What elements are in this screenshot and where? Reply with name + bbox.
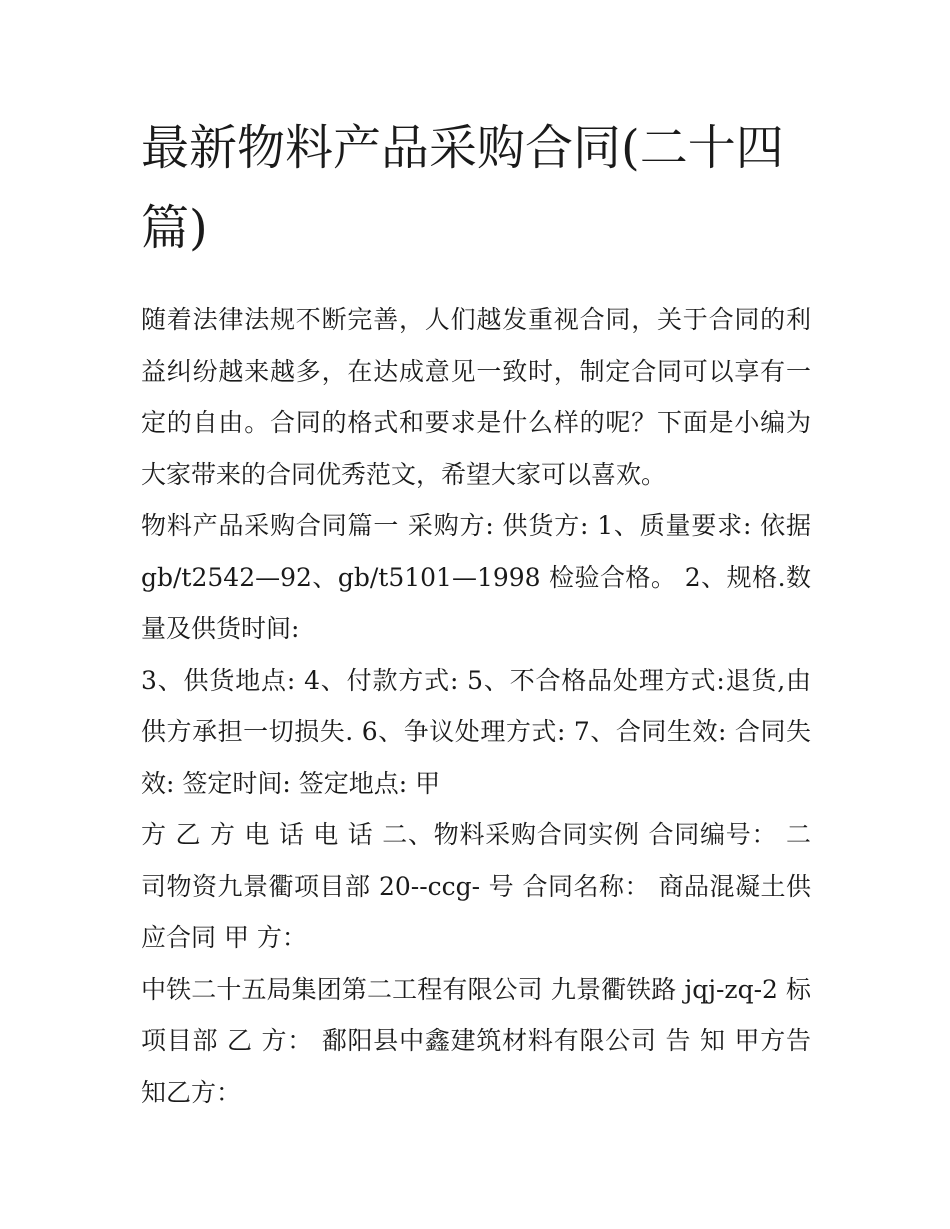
paragraph-terms: 3、供货地点: 4、付款方式: 5、不合格品处理方式:退货,由供方承担一切损失. 6、争议处理方式: 7、合同生效: 合同失效: 签定时间: 签定地点: 甲: [141, 665, 812, 798]
paragraph-contract-two: 方 乙 方 电 话 电 话 二、物料采购合同实例 合同编号： 二司物资九景衢项目部 20--ccg- 号 合同名称： 商品混凝土供应合同 甲 方：: [141, 820, 811, 952]
document-body: [141, 108, 811, 1118]
paragraph-contract-one: 物料产品采购合同篇一 采购方: 供货方: 1、质量要求: 依据 gb/t2542—92、gb/t5101—1998 检验合格。 2、规格.数量及供货时间:: [141, 511, 811, 643]
paragraph-intro: 随着法律法规不断完善，人们越发重视合同，关于合同的利益纠纷越来越多，在达成意见一致时，制定合同可以享有一定的自由。合同的格式和要求是什么样的呢？下面是小编为大家带来的合同优秀范文，希望大家可以喜欢。: [141, 305, 811, 489]
paragraph-parties: 中铁二十五局集团第二工程有限公司 九景衢铁路 jqj-zq-2 标项目部 乙 方： 鄱阳县中鑫建筑材料有限公司 告 知 甲方告知乙方：: [141, 974, 811, 1107]
document-title: 最新物料产品采购合同(二十四篇): [141, 120, 784, 256]
